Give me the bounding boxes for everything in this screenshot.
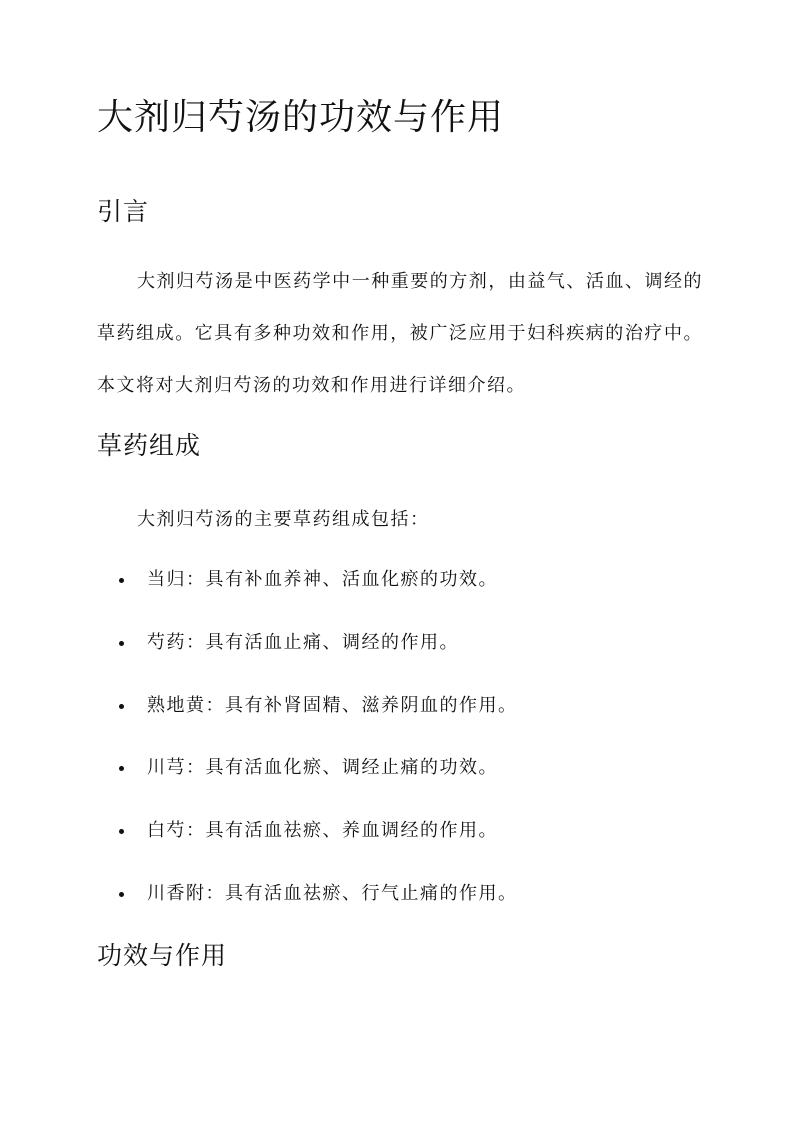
document-title: 大剂归芍汤的功效与作用 — [97, 97, 505, 138]
bullet-icon — [119, 704, 124, 709]
herb-list — [97, 554, 703, 931]
bullet-icon — [119, 578, 124, 583]
list-item — [97, 554, 703, 617]
bullet-icon — [119, 829, 124, 834]
list-item-text: 当归：具有补血养神、活血化瘀的功效。 — [147, 569, 498, 590]
section-heading-effects: 功效与作用 — [97, 941, 228, 970]
section-heading-intro: 引言 — [97, 197, 150, 226]
list-item — [97, 680, 703, 743]
intro-paragraph: 大剂归芍汤是中医药学中一种重要的方剂，由益气、活血、调经的草药组成。它具有多种功效和作用，被广泛应用于妇科疾病的治疗中。本文将对大剂归芍汤的功效和作用进行详细介绍。 — [97, 271, 703, 396]
list-item-text: 川芎：具有活血化瘀、调经止痛的功效。 — [147, 757, 498, 779]
bullet-icon — [119, 892, 124, 897]
section-heading-herbs: 草药组成 — [97, 431, 202, 460]
list-item-text: 川香附：具有活血祛瘀、行气止痛的作用。 — [147, 882, 518, 904]
herbs-intro-paragraph: 大剂归芍汤的主要草药组成包括： — [137, 509, 430, 530]
list-item — [97, 805, 703, 868]
list-item — [97, 617, 703, 680]
list-item-text: 芍药：具有活血止痛、调经的作用。 — [147, 631, 459, 653]
list-item-text: 白芍：具有活血祛瘀、养血调经的作用。 — [147, 820, 498, 842]
bullet-icon — [119, 641, 124, 646]
bullet-icon — [119, 766, 124, 771]
list-item — [97, 742, 703, 805]
list-item-text: 熟地黄：具有补肾固精、滋养阴血的作用。 — [147, 694, 518, 716]
list-item — [97, 868, 703, 931]
